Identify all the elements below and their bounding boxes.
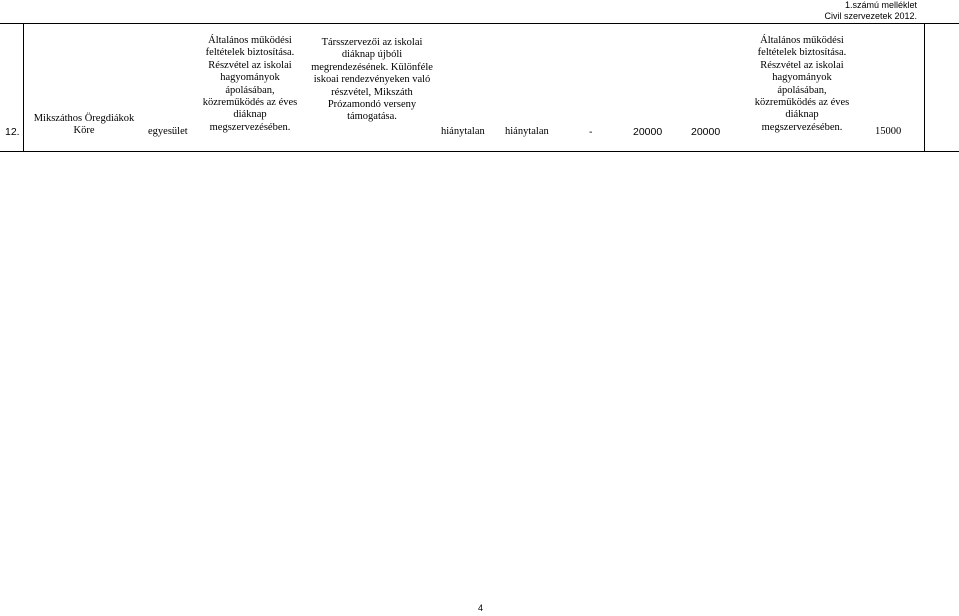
purpose-text (196, 35, 304, 134)
activity-text (306, 37, 438, 124)
purpose-line: közreműködés az éves (202, 97, 298, 109)
granted-amount: 15000 (875, 126, 902, 137)
settlement-status: hiánytalan (505, 126, 549, 137)
decision-text (743, 35, 861, 134)
decision-line: közreműködés az éves (754, 97, 850, 109)
activity-line: támogatása. (347, 111, 397, 123)
purpose-line: hagyományok (220, 72, 280, 84)
decision-line: Általános működési (760, 35, 844, 46)
purpose-line: ápolásában, (225, 84, 275, 96)
document-subtitle: Civil szervezetek 2012. (824, 11, 917, 21)
organization-name-line: Köre (73, 125, 95, 137)
activity-line: Prózamondó verseny (327, 99, 417, 111)
decision-line: megszervezésében. (761, 121, 843, 133)
proposed-amount: 20000 (691, 126, 721, 138)
requested-amount: 20000 (633, 126, 663, 138)
table-bottom-border (0, 151, 959, 152)
organization-type: egyesület (148, 126, 188, 137)
activity-line: részvétel, Mikszáth (331, 86, 413, 98)
row-index: 12. (5, 126, 20, 138)
decision-line: feltételek biztosítása. (757, 47, 847, 59)
previous-support: - (589, 126, 593, 138)
activity-line: iskoai rendezvényeken való (313, 74, 431, 86)
purpose-line: diáknap (233, 109, 267, 121)
decision-line: hagyományok (772, 72, 832, 84)
purpose-line: megszervezésében. (209, 121, 291, 133)
decision-line: ápolásában, (777, 84, 827, 96)
annex-label: 1.számú melléklet (844, 0, 917, 10)
decision-line: Részvétel az iskolai (760, 59, 844, 71)
activity-line: megrendezésének. Különféle (311, 61, 433, 73)
activity-line: diáknap újbóli (341, 49, 403, 61)
documents-status: hiánytalan (441, 126, 485, 137)
purpose-line: Általános működési (208, 35, 292, 46)
purpose-line: Részvétel az iskolai (208, 59, 292, 71)
organization-name-line: Mikszáthos Öregdiákok (33, 113, 135, 124)
decision-line: diáknap (785, 109, 819, 121)
page-number: 4 (478, 603, 484, 613)
column-divider (924, 24, 925, 151)
table-top-border (0, 23, 959, 24)
column-divider (23, 24, 24, 151)
organization-name (25, 113, 143, 138)
activity-line: Társszervezői az iskolai (321, 37, 423, 48)
document-header (824, 0, 917, 22)
purpose-line: feltételek biztosítása. (205, 47, 295, 59)
